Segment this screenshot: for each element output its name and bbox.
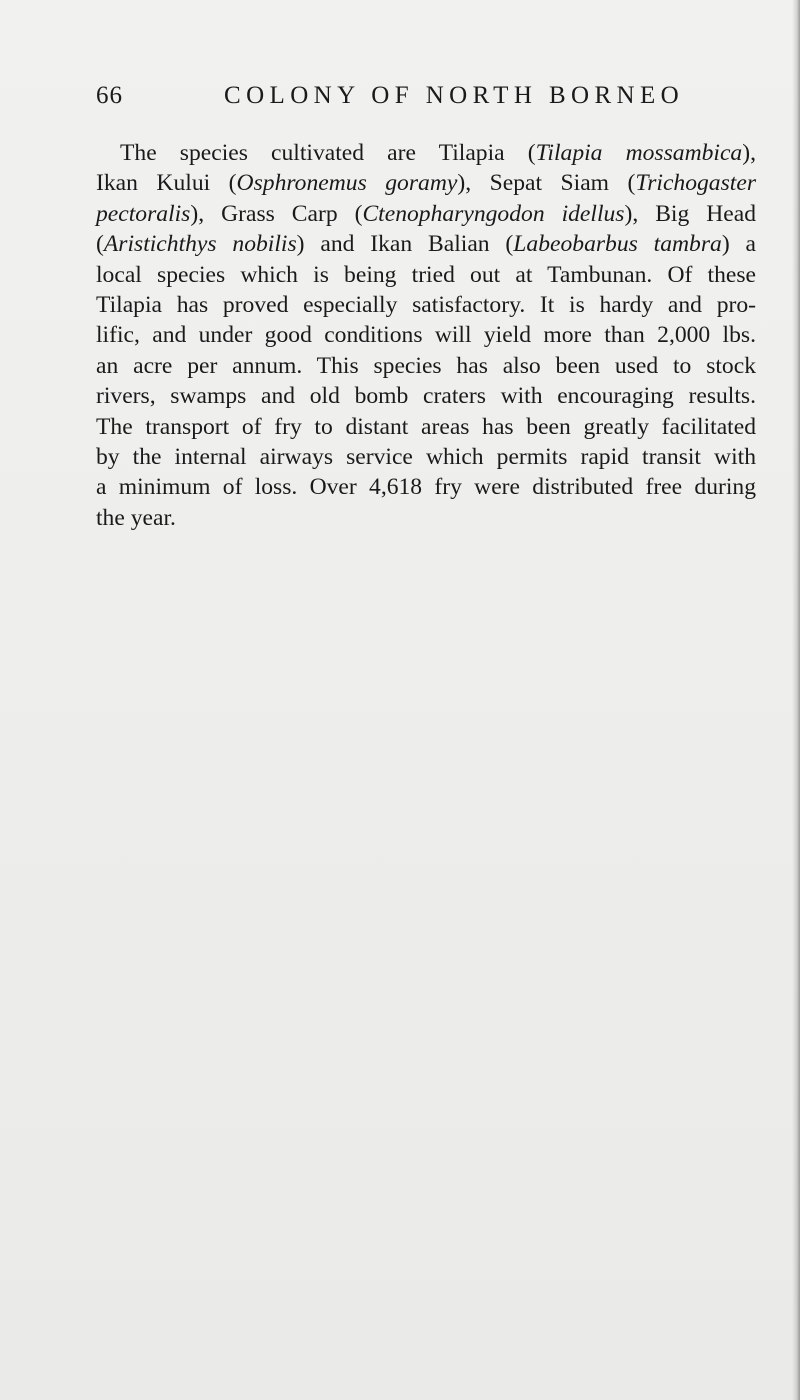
text-segment: ), (742, 140, 756, 166)
text-line (96, 168, 756, 198)
page-number: 66 (96, 82, 123, 109)
text-line (96, 442, 756, 472)
text-line (96, 320, 756, 350)
text-segment: ), Grass Carp ( (190, 200, 363, 227)
text-segment: ( (96, 231, 104, 258)
text-line (96, 138, 756, 168)
text-segment: a minimum of loss. Over 4,618 fry were distributed free during (96, 474, 756, 501)
text-line (96, 472, 756, 502)
species-name: Ctenopharyngodon idellus (362, 200, 625, 227)
text-line (96, 260, 756, 290)
species-name: Osphronemus goramy (236, 170, 458, 197)
text-line (96, 229, 756, 259)
text-segment: by the internal airways service which permits rapid transit with (96, 444, 756, 471)
text-segment: ) a (721, 231, 757, 258)
text-segment: Ikan Kului ( (96, 170, 237, 197)
text-line (96, 381, 756, 411)
species-name: pectoralis (96, 200, 191, 227)
text-segment: ) and Ikan Balian ( (296, 231, 514, 258)
text-segment: Tilapia has proved especially satisfactory. It is hardy and pro- (96, 292, 756, 319)
species-name: Labeobarbus tambra (513, 231, 722, 258)
text-segment: lific, and under good conditions will yield more than 2,000 lbs. (96, 322, 756, 349)
running-title: COLONY OF NORTH BORNEO (224, 82, 685, 109)
body-paragraph (96, 138, 756, 533)
text-segment: The transport of fry to distant areas has been greatly facilitated (96, 413, 756, 440)
text-segment: an acre per annum. This species has also been used to stock (96, 352, 756, 379)
text-segment: local species which is being tried out at Tambunan. Of these (96, 261, 756, 288)
text-segment: ), Big Head (624, 200, 757, 227)
species-name: Trichogaster (635, 170, 756, 197)
text-line (96, 503, 756, 533)
text-line (96, 412, 756, 442)
text-line (96, 290, 756, 320)
species-name: Aristichthys nobilis (103, 231, 297, 258)
text-segment: The species cultivated are Tilapia ( (120, 140, 536, 166)
text-segment: the year. (96, 504, 176, 531)
text-segment: ), Sepat Siam ( (457, 170, 636, 197)
text-line (96, 351, 756, 381)
page-edge-shadow (792, 0, 800, 1400)
text-segment: rivers, swamps and old bomb craters with encouraging results. (96, 383, 756, 410)
text-line (96, 199, 756, 229)
species-name: Tilapia mossambica (535, 140, 743, 166)
page-header (96, 82, 716, 118)
